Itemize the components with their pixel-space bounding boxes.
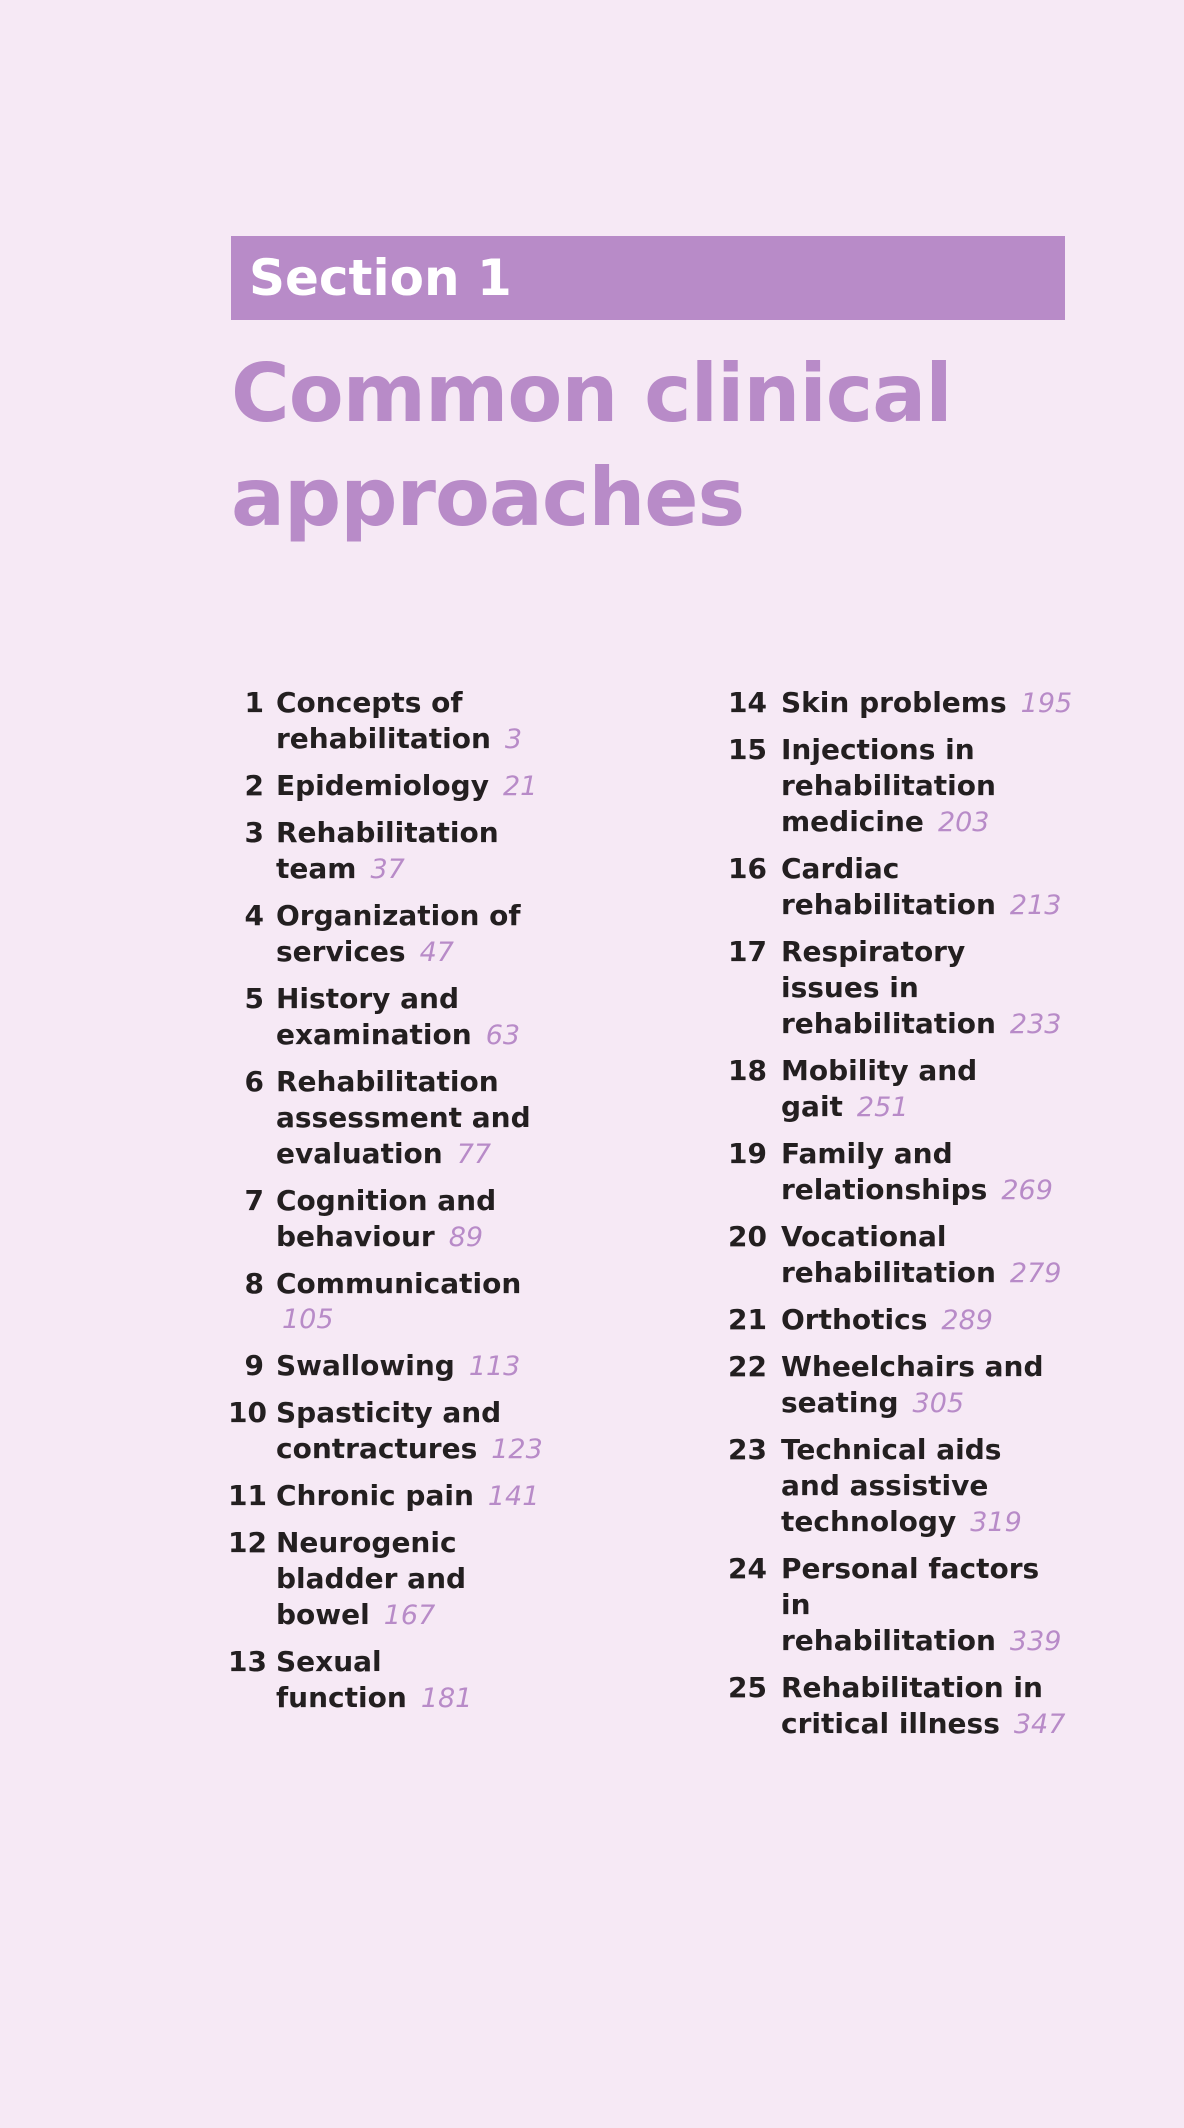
chapter-page: 339 bbox=[1009, 1626, 1062, 1657]
chapter-title: Personal factors in rehabilitation bbox=[781, 1552, 1040, 1657]
section-banner bbox=[231, 236, 1065, 320]
toc-right-column bbox=[725, 685, 1075, 1753]
toc-item[interactable] bbox=[725, 1053, 1075, 1126]
toc-item[interactable] bbox=[228, 981, 608, 1054]
toc-item[interactable] bbox=[228, 1644, 608, 1717]
chapter-title: Family and relationships bbox=[781, 1137, 988, 1206]
chapter-page: 233 bbox=[1009, 1009, 1062, 1040]
chapter-title: Spasticity and contractures bbox=[276, 1396, 502, 1465]
chapter-title: Orthotics bbox=[781, 1303, 928, 1336]
chapter-page: 195 bbox=[1020, 688, 1073, 719]
chapter-page: 37 bbox=[370, 854, 405, 885]
chapter-number: 22 bbox=[728, 1350, 767, 1383]
chapter-title: Concepts of rehabilitation bbox=[276, 686, 491, 755]
chapter-title: Mobility and gait bbox=[781, 1054, 978, 1123]
toc-item[interactable] bbox=[725, 732, 1075, 841]
chapter-page: 21 bbox=[502, 771, 538, 802]
chapter-title: Epidemiology bbox=[276, 769, 489, 802]
chapter-number: 14 bbox=[728, 686, 767, 719]
toc-item[interactable] bbox=[725, 1219, 1075, 1292]
toc-item[interactable] bbox=[228, 685, 608, 758]
chapter-page: 63 bbox=[485, 1020, 521, 1051]
chapter-number: 25 bbox=[728, 1671, 767, 1704]
chapter-number: 20 bbox=[728, 1220, 767, 1253]
chapter-title: Sexual function bbox=[276, 1645, 407, 1714]
toc-item[interactable] bbox=[228, 1478, 608, 1515]
chapter-page: 167 bbox=[383, 1600, 436, 1631]
chapter-number: 19 bbox=[728, 1137, 767, 1170]
chapter-number: 10 bbox=[228, 1396, 267, 1429]
chapter-page: 269 bbox=[1001, 1175, 1053, 1206]
chapter-number: 16 bbox=[728, 852, 767, 885]
toc-item[interactable] bbox=[725, 685, 1075, 722]
chapter-title: Cardiac rehabilitation bbox=[781, 852, 996, 921]
toc-item[interactable] bbox=[228, 1064, 608, 1173]
chapter-page: 123 bbox=[491, 1434, 543, 1465]
chapter-page: 213 bbox=[1009, 890, 1062, 921]
chapter-page: 47 bbox=[419, 937, 454, 968]
toc-item[interactable] bbox=[725, 1302, 1075, 1339]
chapter-title: Chronic pain bbox=[276, 1479, 474, 1512]
chapter-page: 113 bbox=[468, 1351, 521, 1382]
toc-item[interactable] bbox=[228, 1525, 608, 1634]
chapter-number: 21 bbox=[728, 1303, 767, 1336]
chapter-number: 12 bbox=[228, 1526, 267, 1559]
chapter-number: 17 bbox=[728, 935, 767, 968]
chapter-title: Vocational rehabilitation bbox=[781, 1220, 996, 1289]
section-label: Section 1 bbox=[249, 249, 512, 307]
chapter-title: Swallowing bbox=[276, 1349, 455, 1382]
toc-item[interactable] bbox=[725, 934, 1075, 1043]
chapter-page: 89 bbox=[448, 1222, 484, 1253]
chapter-page: 203 bbox=[937, 807, 990, 838]
toc-item[interactable] bbox=[725, 1432, 1075, 1541]
chapter-page: 105 bbox=[282, 1304, 334, 1335]
toc-item[interactable] bbox=[228, 1266, 608, 1338]
chapter-number: 7 bbox=[244, 1184, 264, 1217]
chapter-number: 1 bbox=[244, 686, 264, 719]
chapter-title: Respiratory issues in rehabilitation bbox=[781, 935, 996, 1040]
chapter-title: Rehabilitation in critical illness bbox=[781, 1671, 1043, 1740]
chapter-number: 6 bbox=[244, 1065, 264, 1098]
chapter-page: 181 bbox=[420, 1683, 473, 1714]
chapter-page: 279 bbox=[1009, 1258, 1062, 1289]
toc-item[interactable] bbox=[725, 1136, 1075, 1209]
chapter-number: 8 bbox=[244, 1267, 264, 1300]
toc-item[interactable] bbox=[725, 851, 1075, 924]
toc-item[interactable] bbox=[228, 1348, 608, 1385]
chapter-page: 3 bbox=[504, 724, 523, 755]
toc-item[interactable] bbox=[228, 898, 608, 971]
chapter-number: 5 bbox=[244, 982, 264, 1015]
chapter-number: 23 bbox=[728, 1433, 767, 1466]
chapter-number: 2 bbox=[244, 769, 264, 802]
toc-item[interactable] bbox=[725, 1349, 1075, 1422]
chapter-page: 289 bbox=[941, 1305, 993, 1336]
toc-item[interactable] bbox=[725, 1551, 1075, 1660]
chapter-number: 9 bbox=[244, 1349, 264, 1382]
chapter-title: Communication bbox=[276, 1267, 522, 1300]
chapter-page: 77 bbox=[456, 1139, 492, 1170]
chapter-page: 305 bbox=[912, 1388, 965, 1419]
section-title: Common clinical approaches bbox=[231, 347, 952, 544]
chapter-page: 319 bbox=[970, 1507, 1022, 1538]
chapter-number: 24 bbox=[728, 1552, 767, 1585]
chapter-number: 15 bbox=[728, 733, 767, 766]
chapter-title: Technical aids and assistive technology bbox=[781, 1433, 1002, 1538]
toc-item[interactable] bbox=[228, 1183, 608, 1256]
chapter-page: 251 bbox=[856, 1092, 909, 1123]
chapter-page: 141 bbox=[487, 1481, 540, 1512]
toc-left-column bbox=[228, 685, 608, 1727]
chapter-number: 3 bbox=[244, 816, 264, 849]
chapter-number: 18 bbox=[728, 1054, 767, 1087]
chapter-number: 4 bbox=[244, 899, 264, 932]
chapter-title: Injections in rehabilitation medicine bbox=[781, 733, 996, 838]
chapter-title: Organization of services bbox=[276, 899, 521, 968]
chapter-page: 347 bbox=[1013, 1709, 1066, 1740]
chapter-title: Cognition and behaviour bbox=[276, 1184, 497, 1253]
chapter-title: Neurogenic bladder and bowel bbox=[276, 1526, 467, 1631]
chapter-number: 13 bbox=[228, 1645, 267, 1678]
chapter-title: Skin problems bbox=[781, 686, 1007, 719]
toc-item[interactable] bbox=[725, 1670, 1075, 1743]
chapter-title: Rehabilitation team bbox=[276, 816, 499, 885]
toc-item[interactable] bbox=[228, 1395, 608, 1468]
chapter-title: Wheelchairs and seating bbox=[781, 1350, 1044, 1419]
chapter-number: 11 bbox=[228, 1479, 267, 1512]
chapter-title: History and examination bbox=[276, 982, 472, 1051]
toc-item[interactable] bbox=[228, 815, 608, 888]
toc-item[interactable] bbox=[228, 768, 608, 805]
chapter-title: Rehabilitation assessment and evaluation bbox=[276, 1065, 531, 1170]
